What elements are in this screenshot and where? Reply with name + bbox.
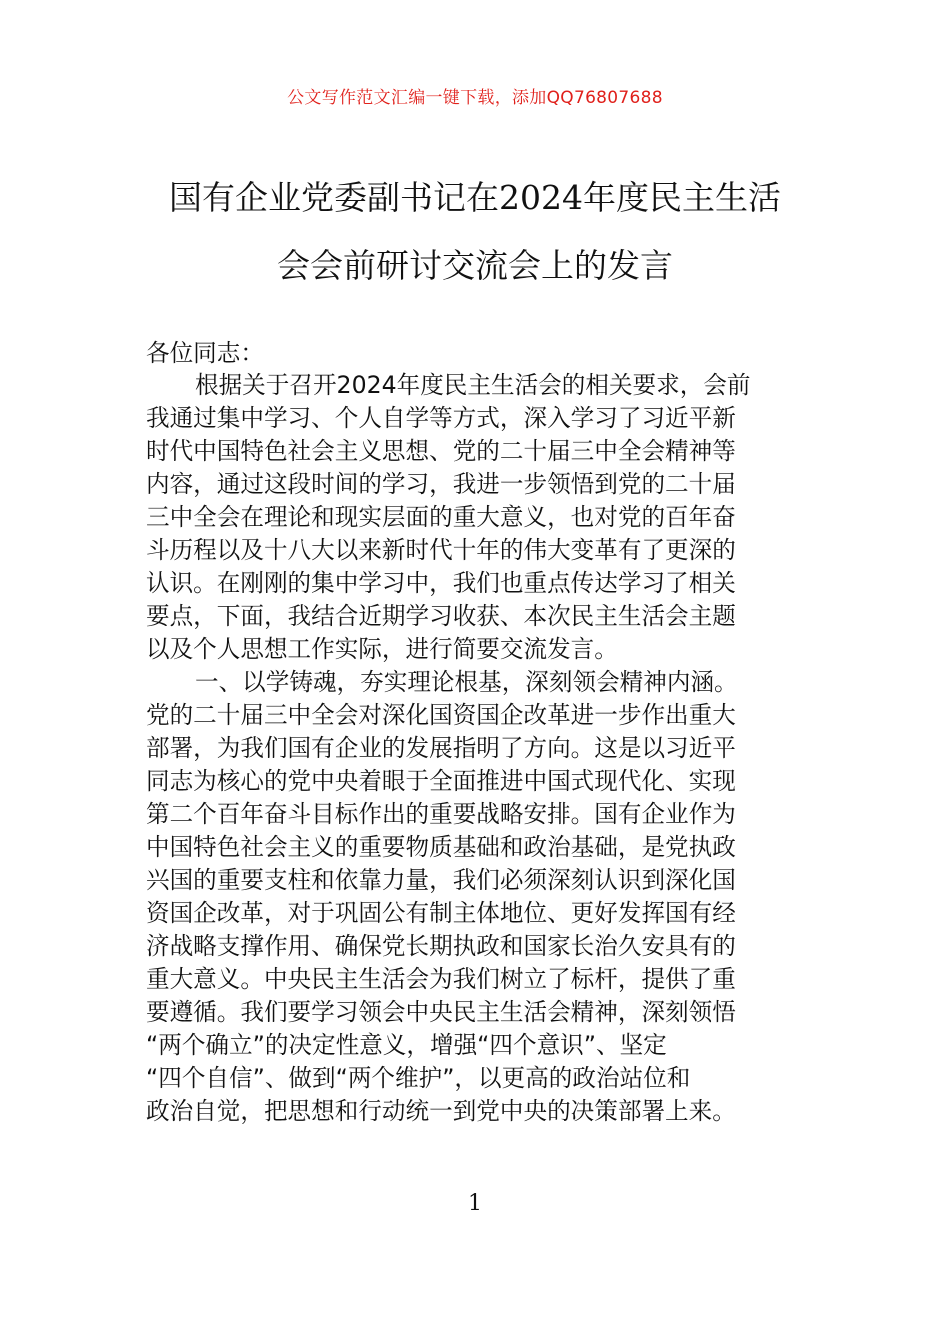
body-line: 要遵循。我们要学习领会中央民主生活会精神，深刻领悟 xyxy=(146,998,736,1026)
body-line: 内容，通过这段时间的学习，我进一步领悟到党的二十届 xyxy=(146,470,736,498)
body-line: 同志为核心的党中央着眼于全面推进中国式现代化、实现 xyxy=(146,767,736,795)
page-number: 1 xyxy=(468,1191,482,1216)
body-line: 中国特色社会主义的重要物质基础和政治基础，是党执政 xyxy=(146,833,736,861)
body-line: “两个确立”的决定性意义，增强“四个意识”、坚定 xyxy=(146,1031,667,1059)
document-title-line-2: 会会前研讨交流会上的发言 xyxy=(277,246,673,285)
body-line: 以及个人思想工作实际，进行简要交流发言。 xyxy=(146,635,618,663)
salutation: 各位同志： xyxy=(146,339,264,367)
body-line: 三中全会在理论和现实层面的重大意义，也对党的百年奋 xyxy=(146,503,736,531)
body-line: 时代中国特色社会主义思想、党的二十届三中全会精神等 xyxy=(146,437,736,465)
body-line: 兴国的重要支柱和依靠力量，我们必须深刻认识到深化国 xyxy=(146,866,736,894)
body-line: 部署，为我们国有企业的发展指明了方向。这是以习近平 xyxy=(146,734,736,762)
body-line: 根据关于召开2024年度民主生活会的相关要求，会前 xyxy=(195,371,751,399)
section-heading: 一、以学铸魂，夯实理论根基，深刻领会精神内涵。 xyxy=(195,668,738,696)
body-line: 资国企改革，对于巩固公有制主体地位、更好发挥国有经 xyxy=(146,899,736,927)
body-line: 认识。在刚刚的集中学习中，我们也重点传达学习了相关 xyxy=(146,569,736,597)
download-watermark: 公文写作范文汇编一键下载，添加QQ76807688 xyxy=(287,88,663,108)
body-line: 要点，下面，我结合近期学习收获、本次民主生活会主题 xyxy=(146,602,736,630)
body-line: 党的二十届三中全会对深化国资国企改革进一步作出重大 xyxy=(146,701,736,729)
body-line: 重大意义。中央民主生活会为我们树立了标杆，提供了重 xyxy=(146,965,736,993)
body-line: 斗历程以及十八大以来新时代十年的伟大变革有了更深的 xyxy=(146,536,736,564)
body-line: 政治自觉，把思想和行动统一到党中央的决策部署上来。 xyxy=(146,1097,736,1125)
body-line: “四个自信”、做到“两个维护”，以更高的政治站位和 xyxy=(146,1064,691,1092)
document-title-line-1: 国有企业党委副书记在2024年度民主生活 xyxy=(169,178,781,217)
body-line: 济战略支撑作用、确保党长期执政和国家长治久安具有的 xyxy=(146,932,736,960)
body-line: 我通过集中学习、个人自学等方式，深入学习了习近平新 xyxy=(146,404,736,432)
body-line: 第二个百年奋斗目标作出的重要战略安排。国有企业作为 xyxy=(146,800,736,828)
